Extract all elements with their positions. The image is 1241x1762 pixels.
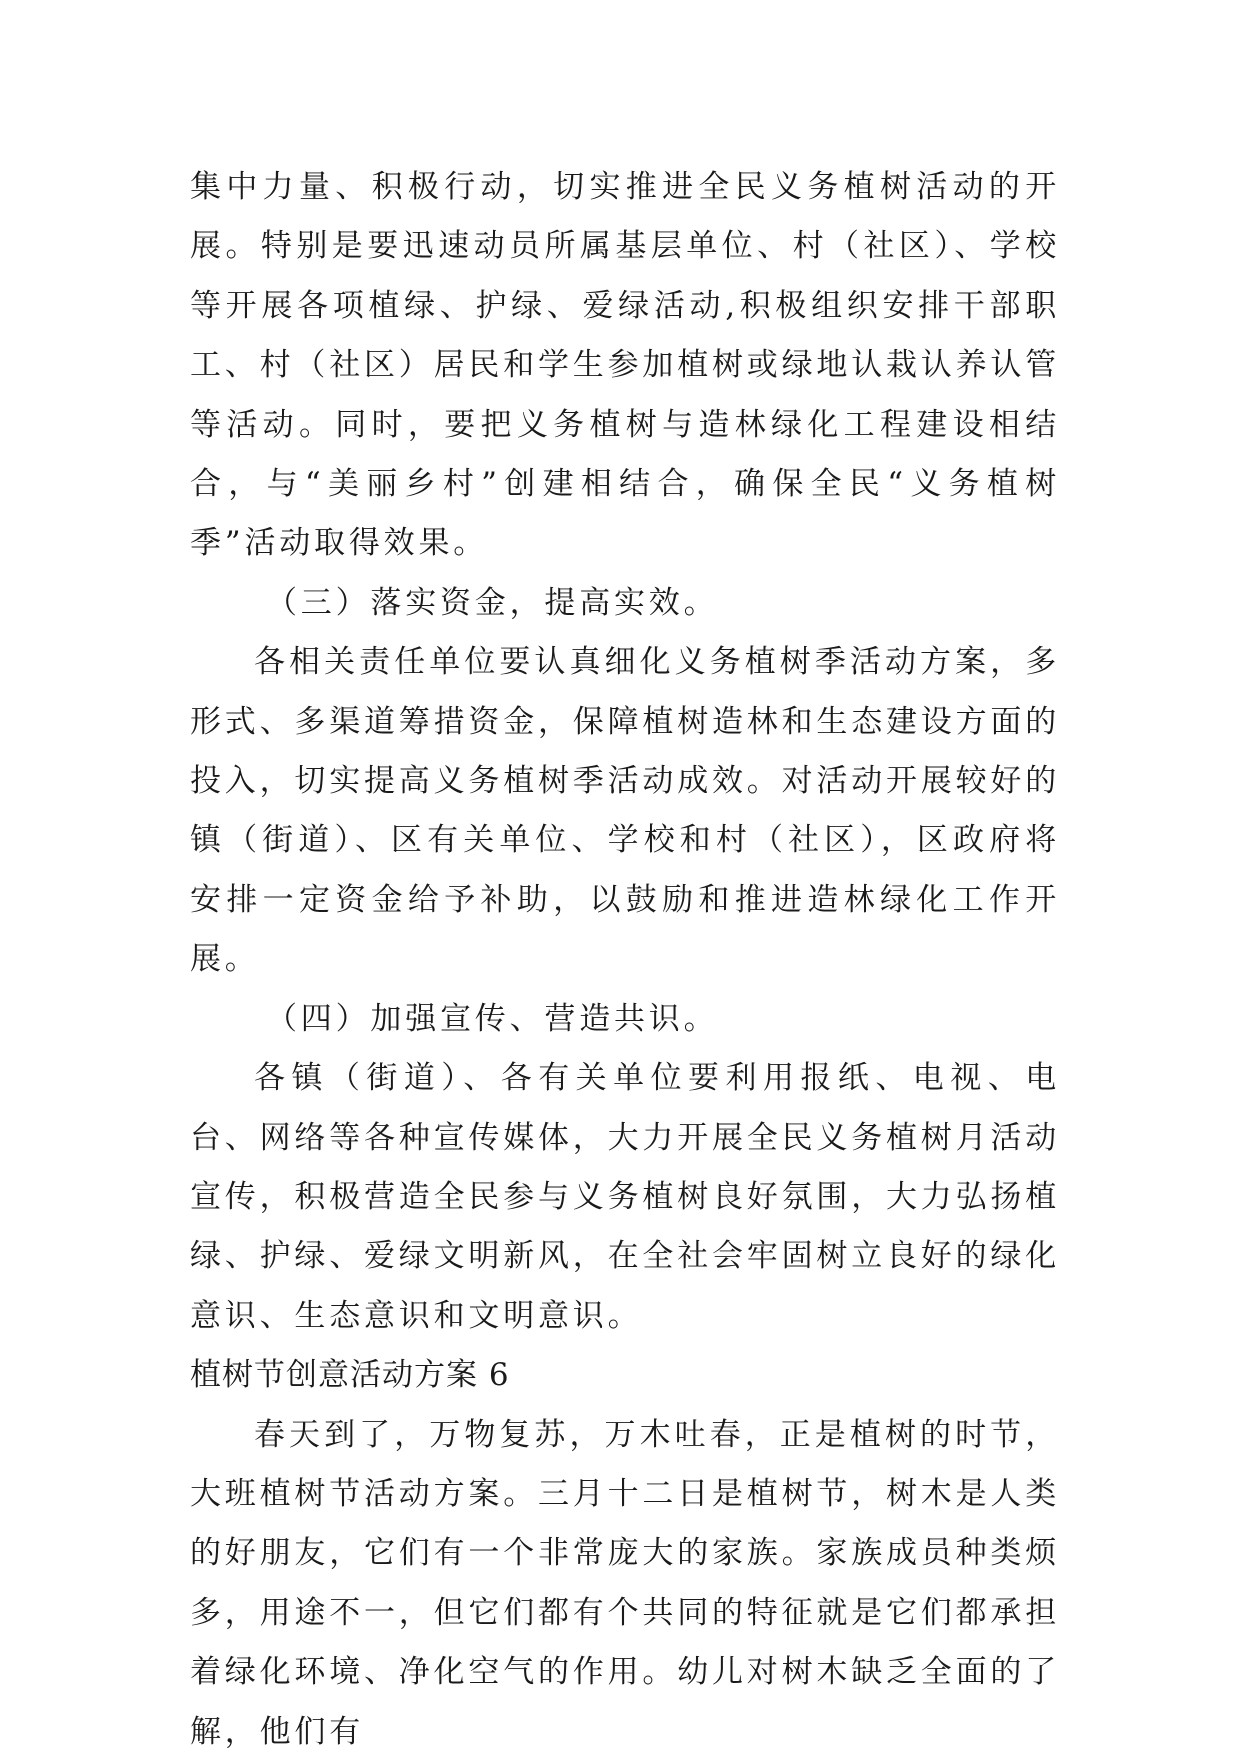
document-body [190,158,1060,1762]
paragraph-publicity: 各镇（街道）、各有关单位要利用报纸、电视、电台、网络等各种宣传媒体，大力开展全民义务植树月活动宣传，积极营造全民参与义务植树良好氛围，大力弘扬植绿、护绿、爱绿文明新风，在全社会牢固树立良好的绿化意识、生态意识和文明意识。 [190,1060,1060,1334]
section-heading-three: （三）落实资金，提高实效。 [266,584,719,621]
paragraph-funding: 各相关责任单位要认真细化义务植树季活动方案，多形式、多渠道筹措资金，保障植树造林和生态建设方面的投入，切实提高义务植树季活动成效。对活动开展较好的镇（街道）、区有关单位、学校和村（社区），区政府将安排一定资金给予补助，以鼓励和推进造林绿化工作开展。 [190,644,1060,978]
paragraph-spring: 春天到了，万物复苏，万木吐春，正是植树的时节，大班植树节活动方案。三月十二日是植树节，树木是人类的好朋友，它们有一个非常庞大的家族。家族成员种类烦多，用途不一，但它们都有个共同的特征就是它们都承担着绿化环境、净化空气的作用。幼儿对树木缺乏全面的了解，他们有 [190,1416,1060,1750]
paragraph-continuation: 集中力量、积极行动，切实推进全民义务植树活动的开展。特别是要迅速动员所属基层单位、村（社区）、学校等开展各项植绿、护绿、爱绿活动,积极组织安排干部职工、村（社区）居民和学生参加植树或绿地认栽认养认管等活动。同时，要把义务植树与造林绿化工程建设相结合，与“美丽乡村”创建相结合，确保全民“义务植树季”活动取得效果。 [190,169,1060,562]
section-heading-four: （四）加强宣传、营造共识。 [266,1000,719,1037]
document-section-title: 植树节创意活动方案 6 [190,1357,510,1394]
